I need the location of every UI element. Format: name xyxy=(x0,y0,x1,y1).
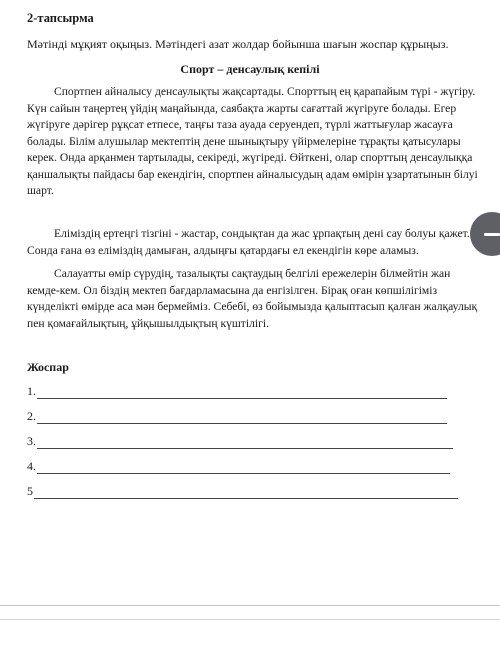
plan-item-5[interactable] xyxy=(27,483,458,499)
answer-line[interactable] xyxy=(37,436,453,449)
text-title: Спорт – денсаулық кепілі xyxy=(180,62,320,76)
text-line: пен қомағайлықтың, ұйқышылдықтың күштілігі. xyxy=(27,316,269,330)
text-line: керек. Онда арқанмен тартылады, секіреді, жүгіреді. Өйткені, олар спорттың денсаулыққа xyxy=(27,151,473,164)
text-line: Күн сайын таңертең үйдің маңайында, саябақта жарты сағаттай жүгіруге болады. Егер xyxy=(27,101,457,115)
text-line: күнделікті өмірде аса мән бермейміз. Себебі, өз бойымызда қалыптасып қалған жалқаулық xyxy=(27,300,478,313)
plan-item-1[interactable] xyxy=(27,383,447,399)
text-line: Сонда ғана өз еліміздің дамыған, алдыңғы қатардағы ел екендігін көре аламыз. xyxy=(27,243,419,257)
text-line: Еліміздің ертеңгі тізгіні - жастар, сондықтан да жас ұрпақтың дені сау болуы қажет. xyxy=(54,227,470,240)
text-line: кемде-кем. Ол біздің мектеп бағдарламасына да енгізілген. Бірақ оған көпшілігіміз xyxy=(27,283,438,297)
answer-line[interactable] xyxy=(37,461,450,474)
text-line: Салауатты өмір сүрудің, тазалықты сақтаудың белгілі ережелерін білмейтін жан xyxy=(54,267,451,280)
paragraph-1 xyxy=(27,84,487,200)
plan-item-number: 5 xyxy=(27,484,33,498)
paragraph-3 xyxy=(27,266,487,332)
paragraph-2 xyxy=(27,226,487,259)
task-number: 2-тапсырма xyxy=(27,11,94,25)
plan-item-number: 4. xyxy=(27,459,36,473)
text-line: жүгіруге дәрігер рұқсат етпесе, таңғы таза ауада серуендеп, түрлі жаттығулар жасауға xyxy=(27,118,453,131)
text-line: болады. Білім алушылар мектептің дене шынықтыру үйірмелеріне тұрақты қатысулары xyxy=(27,134,461,148)
task-instruction: Мәтінді мұқият оқыңыз. Мәтіндегі азат жолдар бойынша шағын жоспар құрыңыз. xyxy=(27,37,449,51)
page-divider xyxy=(0,619,500,620)
plan-item-3[interactable] xyxy=(27,433,453,449)
plan-item-number: 3. xyxy=(27,434,36,448)
text-line: Спортпен айналысу денсаулықты жақсартады. Спорттың ең қарапайым түрі - жүгіру. xyxy=(54,85,476,98)
answer-line[interactable] xyxy=(34,486,458,499)
text-line: қаншалықты пайдасы бар екендігін, спортпен айналысудың адам өмірін ұзартатынын білуі xyxy=(27,167,478,181)
plan-heading: Жоспар xyxy=(27,360,69,374)
answer-line[interactable] xyxy=(37,411,447,424)
answer-line[interactable] xyxy=(37,386,447,399)
page-divider xyxy=(0,605,500,606)
plan-item-number: 1. xyxy=(27,384,36,398)
plan-item-2[interactable] xyxy=(27,408,447,424)
minus-icon xyxy=(484,233,500,236)
plan-item-number: 2. xyxy=(27,409,36,423)
text-line: шарт. xyxy=(27,184,54,197)
plan-item-4[interactable] xyxy=(27,458,450,474)
